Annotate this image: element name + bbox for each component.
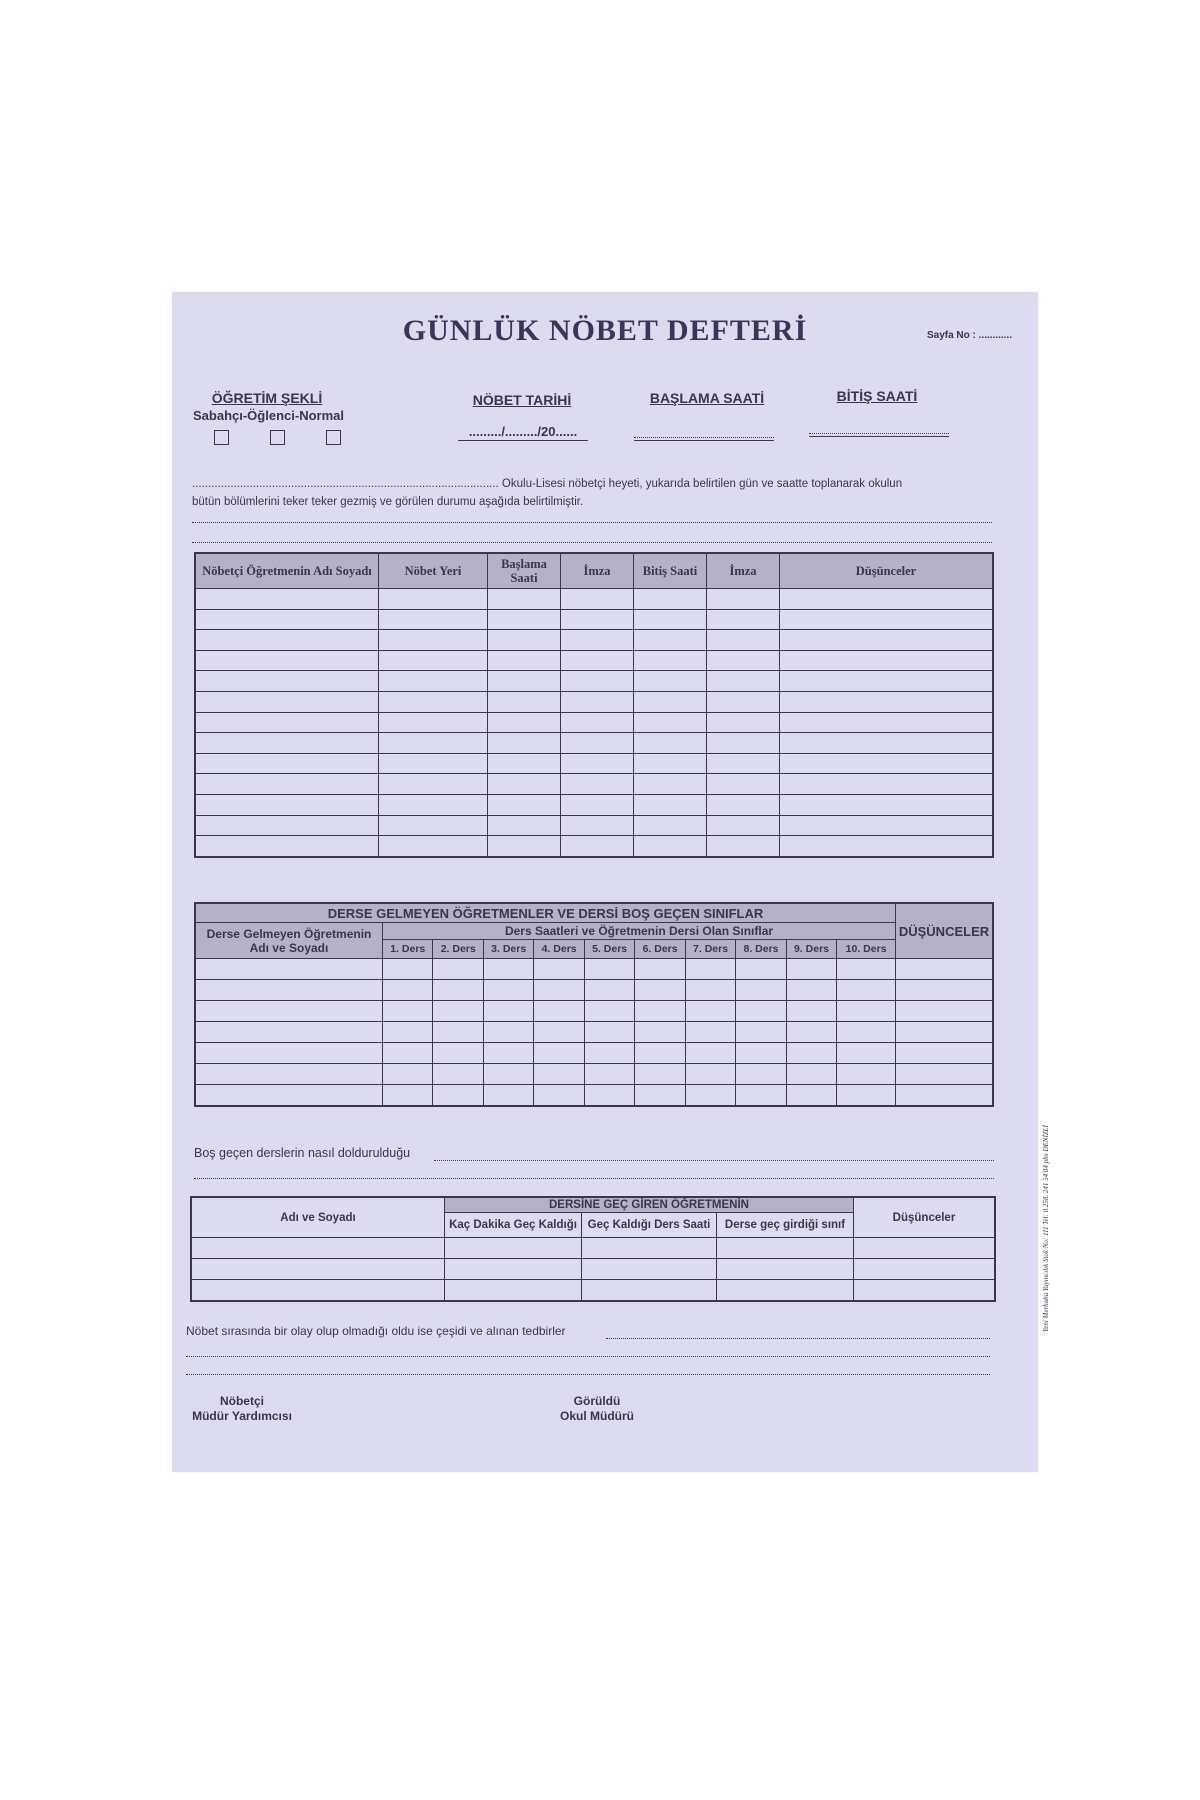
duty-cell[interactable] [488,753,561,774]
lesson-header-5: 5. Ders [584,940,634,959]
duty-cell[interactable] [379,733,488,754]
duty-cell[interactable] [561,774,634,795]
ogretim-sekli-options: Sabahçı-Öğlenci-Normal [193,408,344,423]
absent-cell[interactable] [685,1064,735,1085]
duty-cell[interactable] [634,836,707,857]
absent-cell[interactable] [534,980,584,1001]
duty-cell[interactable] [780,589,994,610]
absent-cell[interactable] [195,1043,383,1064]
late-cell[interactable] [445,1238,582,1259]
absent-table-body [195,903,993,1106]
absent-cell[interactable] [786,1064,836,1085]
duty-cell[interactable] [780,691,994,712]
absent-cell[interactable] [483,1001,533,1022]
late-cell[interactable] [717,1280,854,1302]
duty-cell[interactable] [379,630,488,651]
duty-cell[interactable] [561,753,634,774]
duty-cell[interactable] [780,650,994,671]
absent-cell[interactable] [837,1022,896,1043]
duty-cell[interactable] [195,774,379,795]
absent-cell[interactable] [786,1085,836,1107]
duty-cell[interactable] [780,671,994,692]
duty-cell[interactable] [561,650,634,671]
duty-cell[interactable] [561,630,634,651]
duty-cell[interactable] [195,609,379,630]
late-cell[interactable] [582,1280,717,1302]
absent-cell[interactable] [534,1064,584,1085]
absent-cell[interactable] [837,980,896,1001]
late-class-header: Derse geç girdiği sınıf [717,1213,854,1238]
absent-cell[interactable] [195,980,383,1001]
absent-cell[interactable] [736,1043,786,1064]
absent-cell[interactable] [896,1043,994,1064]
duty-cell[interactable] [488,794,561,815]
lesson-header-1: 1. Ders [383,940,433,959]
header-teacher-name: Nöbetçi Öğretmenin Adı Soyadı [195,553,379,589]
absent-cell[interactable] [786,980,836,1001]
principal-line-2: Okul Müdürü [560,1409,634,1423]
duty-cell[interactable] [379,712,488,733]
absent-cell[interactable] [685,1022,735,1043]
absent-cell[interactable] [483,1085,533,1107]
duty-cell[interactable] [488,650,561,671]
duty-cell[interactable] [561,836,634,857]
duty-cell[interactable] [195,836,379,857]
absent-cell[interactable] [383,1001,433,1022]
absent-cell[interactable] [534,1043,584,1064]
absent-cell[interactable] [483,1043,533,1064]
absent-cell[interactable] [685,980,735,1001]
oglenci-checkbox[interactable] [270,430,285,445]
absent-cell[interactable] [635,1001,685,1022]
absent-cell[interactable] [195,1001,383,1022]
absent-cell[interactable] [685,959,735,980]
late-row [191,1259,995,1280]
duty-cell[interactable] [195,650,379,671]
duty-cell[interactable] [561,671,634,692]
empty-lessons-label: Boş geçen derslerin nasıl doldurulduğu [194,1146,411,1160]
lesson-header-7: 7. Ders [685,940,735,959]
late-row [191,1238,995,1259]
absent-cell[interactable] [837,1043,896,1064]
incident-label: Nöbet sırasında bir olay olup olmadığı oldu ise çeşidi ve alınan tedbirler [186,1324,566,1338]
ogretim-sekli-label: ÖĞRETİM ŞEKLİ [211,390,323,406]
absent-cell[interactable] [896,1022,994,1043]
intro-line-2: bütün bölümlerini teker teker gezmiş ve görülen durumu aşağıda belirtilmiştir. [192,496,584,508]
duty-cell[interactable] [707,774,780,795]
late-cell[interactable] [717,1259,854,1280]
duty-cell[interactable] [707,609,780,630]
absent-cell[interactable] [584,959,634,980]
absent-cell[interactable] [383,1064,433,1085]
absent-cell[interactable] [736,1085,786,1107]
nobet-tarihi-value[interactable]: ........./........./20...... [468,424,578,439]
absent-cell[interactable] [433,1043,483,1064]
duty-cell[interactable] [379,753,488,774]
absent-cell[interactable] [896,1064,994,1085]
late-cell[interactable] [191,1259,445,1280]
page-number-label: Sayfa No : ............ [926,330,1012,341]
intro-line-1: ................................................................................................ Okulu-Lisesi nöbetçi heyeti, yukarıda belirtilen gün ve saatte toplanarak okulun [192,478,903,490]
absent-row [195,1064,993,1085]
absent-cell[interactable] [896,1001,994,1022]
absent-cell[interactable] [736,1022,786,1043]
absent-cell[interactable] [635,959,685,980]
absent-cell[interactable] [786,1022,836,1043]
absent-cell[interactable] [736,959,786,980]
incident-field-1[interactable] [606,1338,990,1339]
duty-table [194,552,994,858]
header-duty-place: Nöbet Yeri [379,553,488,589]
absent-row [195,1001,993,1022]
duty-cell[interactable] [195,794,379,815]
late-cell[interactable] [445,1280,582,1302]
absent-cell[interactable] [195,1085,383,1107]
duty-row [195,712,993,733]
absent-cell[interactable] [635,1043,685,1064]
absent-cell[interactable] [534,1085,584,1107]
deputy-line-2: Müdür Yardımcısı [192,1409,292,1423]
deputy-principal-signature [172,1394,312,1424]
absent-cell[interactable] [736,1064,786,1085]
absent-cell[interactable] [736,1001,786,1022]
absent-cell[interactable] [896,1085,994,1107]
duty-cell[interactable] [561,815,634,836]
absent-cell[interactable] [483,1022,533,1043]
absent-teacher-header: Derse Gelmeyen Öğretmenin Adı ve Soyadı [195,923,383,959]
duty-cell[interactable] [634,794,707,815]
late-table-body [191,1197,995,1301]
header-signature-1: İmza [561,553,634,589]
empty-lessons-field-2[interactable] [194,1178,994,1179]
duty-cell[interactable] [195,671,379,692]
duty-cell[interactable] [707,630,780,651]
absent-cell[interactable] [584,980,634,1001]
absent-row [195,959,993,980]
duty-cell[interactable] [195,589,379,610]
duty-row [195,794,993,815]
absent-cell[interactable] [483,959,533,980]
absent-notes-header: DÜŞÜNCELER [896,903,994,959]
duty-cell[interactable] [379,836,488,857]
form-title: GÜNLÜK NÖBET DEFTERİ [402,314,808,347]
duty-row [195,815,993,836]
late-table-title: DERSİNE GEÇ GİREN ÖĞRETMENİN [445,1197,854,1213]
duty-cell[interactable] [707,691,780,712]
duty-row [195,589,993,610]
bitis-saati-label: BİTİŞ SAATİ [836,388,918,404]
duty-cell[interactable] [195,753,379,774]
absent-cell[interactable] [786,959,836,980]
principal-signature [532,1394,662,1424]
absent-cell[interactable] [635,980,685,1001]
late-cell[interactable] [191,1238,445,1259]
duty-cell[interactable] [707,753,780,774]
duty-cell[interactable] [379,650,488,671]
absent-cell[interactable] [383,1085,433,1107]
duty-cell[interactable] [707,712,780,733]
duty-cell[interactable] [707,815,780,836]
duty-cell[interactable] [488,691,561,712]
duty-cell[interactable] [561,589,634,610]
duty-cell[interactable] [379,609,488,630]
late-lesson-hour-header: Geç Kaldığı Ders Saati [582,1213,717,1238]
lesson-header-8: 8. Ders [736,940,786,959]
late-name-header: Adı ve Soyadı [191,1197,445,1238]
absent-cell[interactable] [383,980,433,1001]
late-cell[interactable] [582,1259,717,1280]
duty-cell[interactable] [488,815,561,836]
absent-cell[interactable] [195,1064,383,1085]
header-notes: Düşünceler [780,553,994,589]
absent-cell[interactable] [584,1085,634,1107]
absent-cell[interactable] [584,1022,634,1043]
absent-cell[interactable] [837,959,896,980]
header-start-time: Başlama Saati [488,553,561,589]
duty-cell[interactable] [634,671,707,692]
duty-cell[interactable] [561,609,634,630]
absent-cell[interactable] [786,1001,836,1022]
empty-lessons-field[interactable] [434,1160,994,1161]
duty-cell[interactable] [780,774,994,795]
absent-cell[interactable] [195,1022,383,1043]
absent-cell[interactable] [433,980,483,1001]
baslama-saati-field[interactable] [634,437,774,438]
absent-cell[interactable] [896,959,994,980]
late-teachers-table [190,1196,996,1302]
duty-cell[interactable] [634,712,707,733]
absent-cell[interactable] [584,1064,634,1085]
duty-cell[interactable] [488,609,561,630]
duty-table-body [195,589,993,857]
form-sheet [172,292,1050,1472]
duty-cell[interactable] [561,794,634,815]
absent-row [195,1043,993,1064]
duty-cell[interactable] [488,671,561,692]
duty-cell[interactable] [634,650,707,671]
duty-row [195,650,993,671]
duty-cell[interactable] [195,815,379,836]
absent-cell[interactable] [786,1043,836,1064]
absent-cell[interactable] [584,1043,634,1064]
baslama-saati-label: BAŞLAMA SAATİ [649,390,765,406]
absent-row [195,1022,993,1043]
duty-cell[interactable] [780,733,994,754]
absent-cell[interactable] [433,1064,483,1085]
duty-cell[interactable] [634,691,707,712]
late-notes-header: Düşünceler [854,1197,996,1238]
deputy-line-1: Nöbetçi [219,1394,264,1408]
duty-row [195,733,993,754]
lesson-header-10: 10. Ders [837,940,896,959]
incident-field-3[interactable] [186,1374,990,1375]
absent-cell[interactable] [584,1001,634,1022]
duty-cell[interactable] [195,691,379,712]
absent-cell[interactable] [837,1085,896,1107]
absent-table-title: DERSE GELMEYEN ÖĞRETMENLER VE DERSİ BOŞ GEÇEN SINIFLAR [195,903,896,923]
duty-cell[interactable] [780,836,994,857]
duty-cell[interactable] [707,794,780,815]
late-minutes-header: Kaç Dakika Geç Kaldığı [445,1213,582,1238]
late-cell[interactable] [717,1238,854,1259]
duty-cell[interactable] [634,589,707,610]
absent-cell[interactable] [635,1064,685,1085]
duty-cell[interactable] [561,733,634,754]
duty-cell[interactable] [379,815,488,836]
duty-cell[interactable] [634,630,707,651]
absent-cell[interactable] [685,1043,735,1064]
duty-cell[interactable] [707,650,780,671]
nobet-tarihi-label: NÖBET TARİHİ [472,392,572,408]
absent-cell[interactable] [685,1001,735,1022]
absent-cell[interactable] [837,1001,896,1022]
absent-cell[interactable] [433,1022,483,1043]
duty-cell[interactable] [634,609,707,630]
duty-cell[interactable] [488,630,561,651]
duty-cell[interactable] [634,753,707,774]
lesson-header-9: 9. Ders [786,940,836,959]
principal-line-1: Görüldü [573,1394,621,1408]
absent-cell[interactable] [433,1085,483,1107]
absent-cell[interactable] [383,959,433,980]
duty-cell[interactable] [488,712,561,733]
bitis-saati-underline [809,436,949,437]
baslama-saati-underline [634,440,774,441]
absent-cell[interactable] [534,1022,584,1043]
header-end-time: Bitiş Saati [634,553,707,589]
late-cell[interactable] [445,1259,582,1280]
bitis-saati-field[interactable] [809,433,949,434]
duty-row [195,753,993,774]
lesson-hours-group-header: Ders Saatleri ve Öğretmenin Dersi Olan Sınıflar [383,923,896,940]
duty-cell[interactable] [780,609,994,630]
duty-cell[interactable] [634,815,707,836]
intro-dotted-line-1[interactable] [192,522,992,523]
absent-cell[interactable] [534,1001,584,1022]
duty-cell[interactable] [488,733,561,754]
duty-cell[interactable] [488,589,561,610]
duty-cell[interactable] [780,630,994,651]
late-cell[interactable] [854,1280,996,1302]
late-cell[interactable] [854,1238,996,1259]
header-signature-2: İmza [707,553,780,589]
lesson-header-3: 3. Ders [483,940,533,959]
duty-cell[interactable] [379,774,488,795]
duty-cell[interactable] [488,836,561,857]
duty-cell[interactable] [780,712,994,733]
lesson-header-2: 2. Ders [433,940,483,959]
lesson-header-6: 6. Ders [635,940,685,959]
duty-cell[interactable] [561,712,634,733]
absent-cell[interactable] [483,980,533,1001]
duty-row [195,630,993,651]
duty-cell[interactable] [488,774,561,795]
absent-cell[interactable] [896,980,994,1001]
absent-cell[interactable] [685,1085,735,1107]
duty-cell[interactable] [379,794,488,815]
absent-cell[interactable] [837,1064,896,1085]
duty-row [195,836,993,857]
duty-cell[interactable] [195,733,379,754]
late-row [191,1280,995,1302]
duty-cell[interactable] [379,589,488,610]
publisher-imprint: Yeni Merhaba Yayıncılık Stok No: 111 Tel: 0.258. 241 54 04 pbx DENİZLİ [1042,1125,1050,1332]
duty-cell[interactable] [707,589,780,610]
late-cell[interactable] [854,1259,996,1280]
duty-cell[interactable] [780,753,994,774]
absent-row [195,980,993,1001]
intro-dotted-line-2[interactable] [192,542,992,543]
lesson-header-4: 4. Ders [534,940,584,959]
absent-cell[interactable] [736,980,786,1001]
absent-cell[interactable] [383,1022,433,1043]
nobet-tarihi-underline [458,440,588,441]
duty-row [195,691,993,712]
duty-cell[interactable] [195,630,379,651]
absent-cell[interactable] [195,959,383,980]
duty-cell[interactable] [379,691,488,712]
duty-cell[interactable] [195,712,379,733]
duty-row [195,609,993,630]
duty-cell[interactable] [379,671,488,692]
absent-cell[interactable] [635,1085,685,1107]
absent-cell[interactable] [433,1001,483,1022]
duty-cell[interactable] [780,794,994,815]
sabahci-checkbox[interactable] [214,430,229,445]
normal-checkbox[interactable] [326,430,341,445]
late-cell[interactable] [582,1238,717,1259]
duty-row [195,774,993,795]
absent-cell[interactable] [483,1064,533,1085]
absent-cell[interactable] [433,959,483,980]
late-cell[interactable] [191,1280,445,1302]
duty-cell[interactable] [561,691,634,712]
duty-cell[interactable] [780,815,994,836]
absent-cell[interactable] [383,1043,433,1064]
duty-cell[interactable] [707,836,780,857]
duty-row [195,671,993,692]
absent-cell[interactable] [635,1022,685,1043]
duty-cell[interactable] [707,733,780,754]
absent-teachers-table [194,902,994,1107]
duty-cell[interactable] [634,774,707,795]
duty-cell[interactable] [707,671,780,692]
absent-cell[interactable] [534,959,584,980]
duty-cell[interactable] [634,733,707,754]
incident-field-2[interactable] [186,1356,990,1357]
absent-row [195,1085,993,1107]
